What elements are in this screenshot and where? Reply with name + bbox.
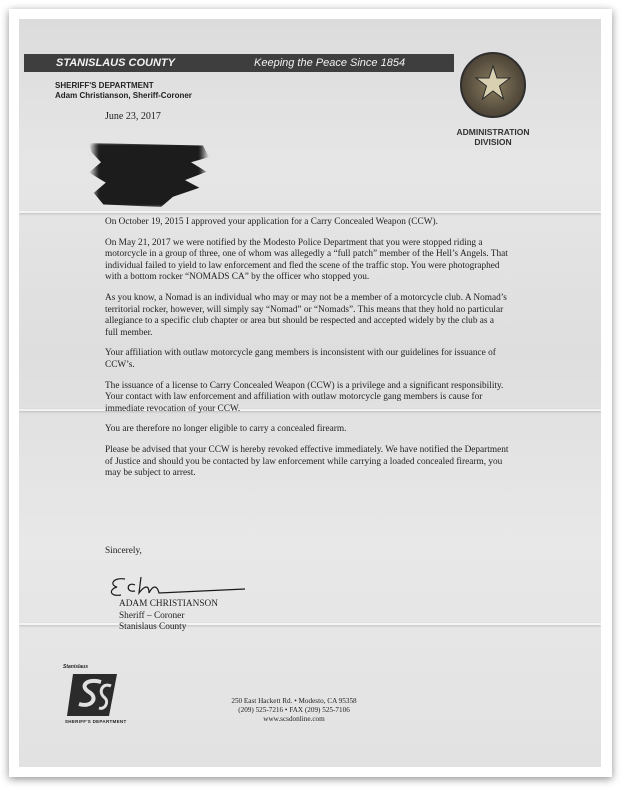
department-block: [55, 81, 192, 101]
closing: Sincerely,: [105, 546, 142, 556]
paragraph: On October 19, 2015 I approved your application for a Carry Concealed Weapon (CCW).: [105, 217, 438, 227]
logo-subtitle: SHERIFF'S DEPARTMENT: [65, 719, 127, 724]
signer-title: Sheriff – Coroner: [119, 610, 185, 621]
letter-page: [19, 19, 601, 767]
paragraph: On May 21, 2017 we were notified by the Modesto Police Department that you were stopped riding a motorcycle in a group of three, one of whom was allegedly a “full patch” member of the Hell’s Angels. That individual failed to yield to law enforcement and fled the scene of the traffic stop. You were photographed with a bottom rocker “NOMADS CA” by the officer who stopped you.: [105, 237, 508, 283]
logo-text: Stanislaus: [63, 664, 89, 670]
paragraph: As you know, a Nomad is an individual who may or may not be a member of a motorcycle club. A Nomad’s territorial rocker, however, will simply say “Nomad” or “Nomads”. This means that they hold no particular allegiance to a specific club chapter or area but should be respected and accepted widely by the club as a full member.: [105, 292, 507, 338]
letter-body: [105, 217, 509, 489]
address-line: 250 East Hackett Rd. • Modesto, CA 95358: [231, 697, 357, 705]
letterhead-band: [24, 54, 454, 72]
paragraph: Please be advised that your CCW is hereby revoked effective immediately. We have notified the Department of Justice and should you be contacted by law enforcement while carrying a loaded concealed firearm, you may be subject to arrest.: [105, 444, 509, 479]
paragraph: Your affiliation with outlaw motorcycle gang members is inconsistent with our guidelines for issuance of CCW’s.: [105, 348, 496, 370]
official-name: Adam Christianson, Sheriff-Coroner: [55, 91, 192, 100]
signer-org: Stanislaus County: [119, 622, 187, 633]
county-name: STANISLAUS COUNTY: [56, 57, 175, 69]
letter-date: June 23, 2017: [105, 111, 161, 122]
signer-block: [119, 599, 218, 634]
paragraph: You are therefore no longer eligible to carry a concealed firearm.: [105, 424, 347, 435]
division-label: [438, 127, 548, 147]
signature-icon: [105, 571, 265, 601]
website-line: www.scsdonline.com: [263, 715, 325, 723]
footer-address: [209, 697, 379, 724]
paragraph: The issuance of a license to Carry Concealed Weapon (CCW) is a privilege and a significant responsibility. Your contact with law enforcement and affiliation with outlaw motorcycle gang members is cause for immediate revocation of your CCW.: [105, 380, 504, 414]
redacted-address: [89, 143, 209, 207]
signer-name: ADAM CHRISTIANSON: [119, 599, 218, 609]
motto: Keeping the Peace Since 1854: [254, 57, 406, 69]
division-line: DIVISION: [474, 137, 512, 147]
fold-crease: [19, 623, 601, 625]
fold-crease: [19, 211, 601, 213]
sheriff-badge-icon: [460, 52, 526, 118]
division-line: ADMINISTRATION: [456, 127, 530, 137]
department-name: SHERIFF'S DEPARTMENT: [55, 81, 154, 90]
department-logo-icon: [65, 664, 125, 724]
phone-line: (209) 525-7216 • FAX (209) 525-7106: [238, 706, 350, 714]
